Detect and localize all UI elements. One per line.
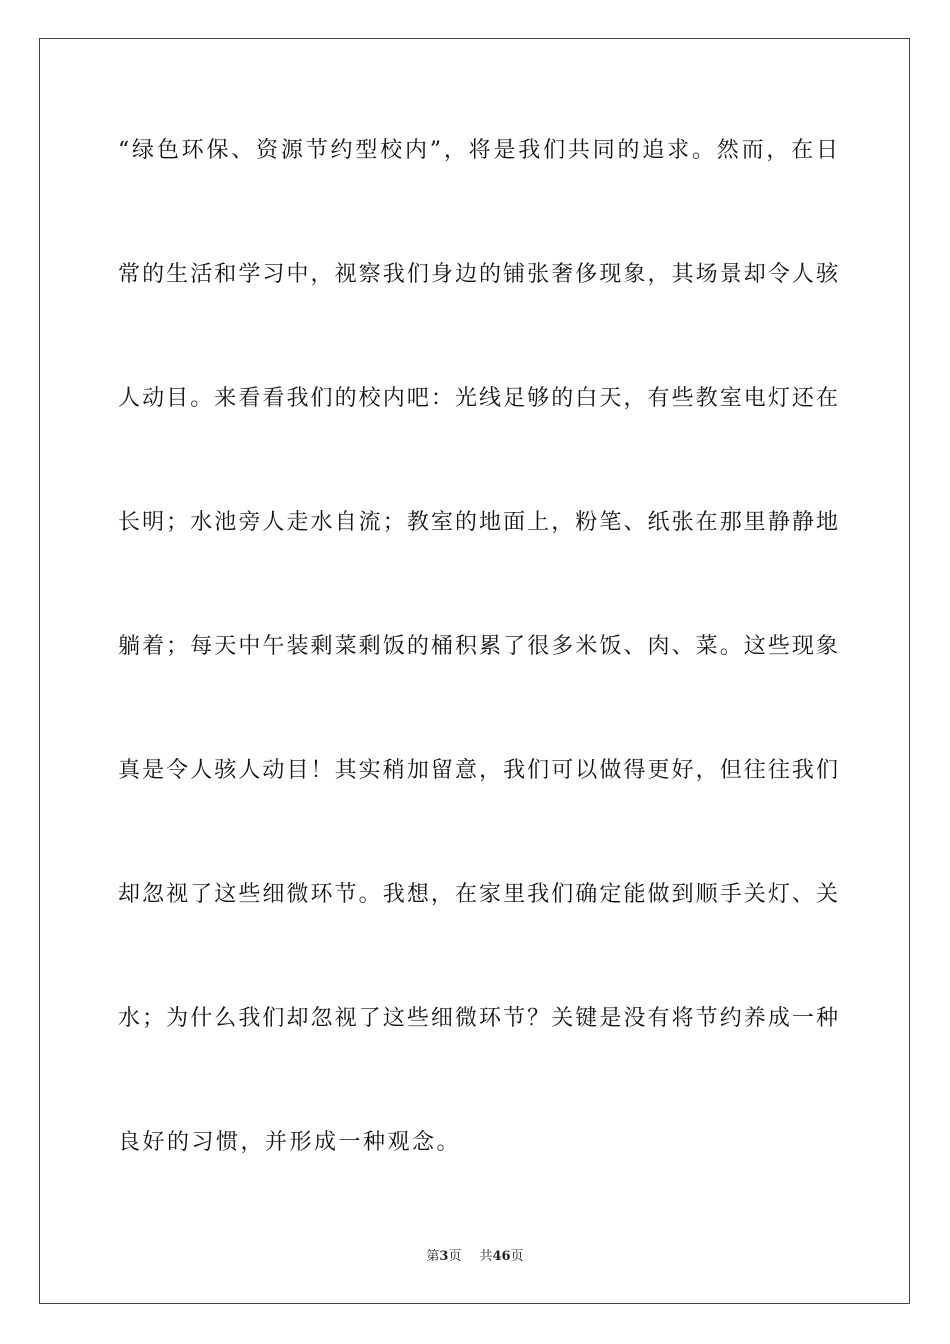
total-suffix: 页 (510, 1249, 524, 1264)
text-line: 人动目。来看看我们的校内吧：光线足够的白天，有些教室电灯还在 (118, 386, 838, 411)
text-line: 长明；水池旁人走水自流；教室的地面上，粉笔、纸张在那里静静地 (118, 510, 838, 535)
text-line: 水；为什么我们却忽视了这些细微环节？关键是没有将节约养成一种 (118, 1006, 838, 1031)
page-suffix: 页 (448, 1249, 462, 1264)
text-line: 躺着；每天中午装剩菜剩饭的桶积累了很多米饭、肉、菜。这些现象 (118, 634, 838, 659)
text-line: 真是令人骇人动目！其实稍加留意，我们可以做得更好，但往往我们 (118, 758, 838, 783)
total-pages: 46 (492, 1249, 511, 1264)
text-line: 常的生活和学习中，视察我们身边的铺张奢侈现象，其场景却令人骇 (118, 262, 838, 287)
page-number: 3 (439, 1249, 449, 1264)
page-border (39, 38, 910, 1304)
page-prefix: 第 (426, 1249, 440, 1264)
text-line: “绿色环保、资源节约型校内”，将是我们共同的追求。然而，在日 (118, 138, 838, 163)
text-line-last: 良好的习惯，并形成一种观念。 (118, 1130, 462, 1155)
text-line: 却忽视了这些细微环节。我想，在家里我们确定能做到顺手关灯、关 (118, 882, 838, 907)
page-footer (0, 1248, 950, 1266)
total-prefix: 共 (479, 1249, 493, 1264)
